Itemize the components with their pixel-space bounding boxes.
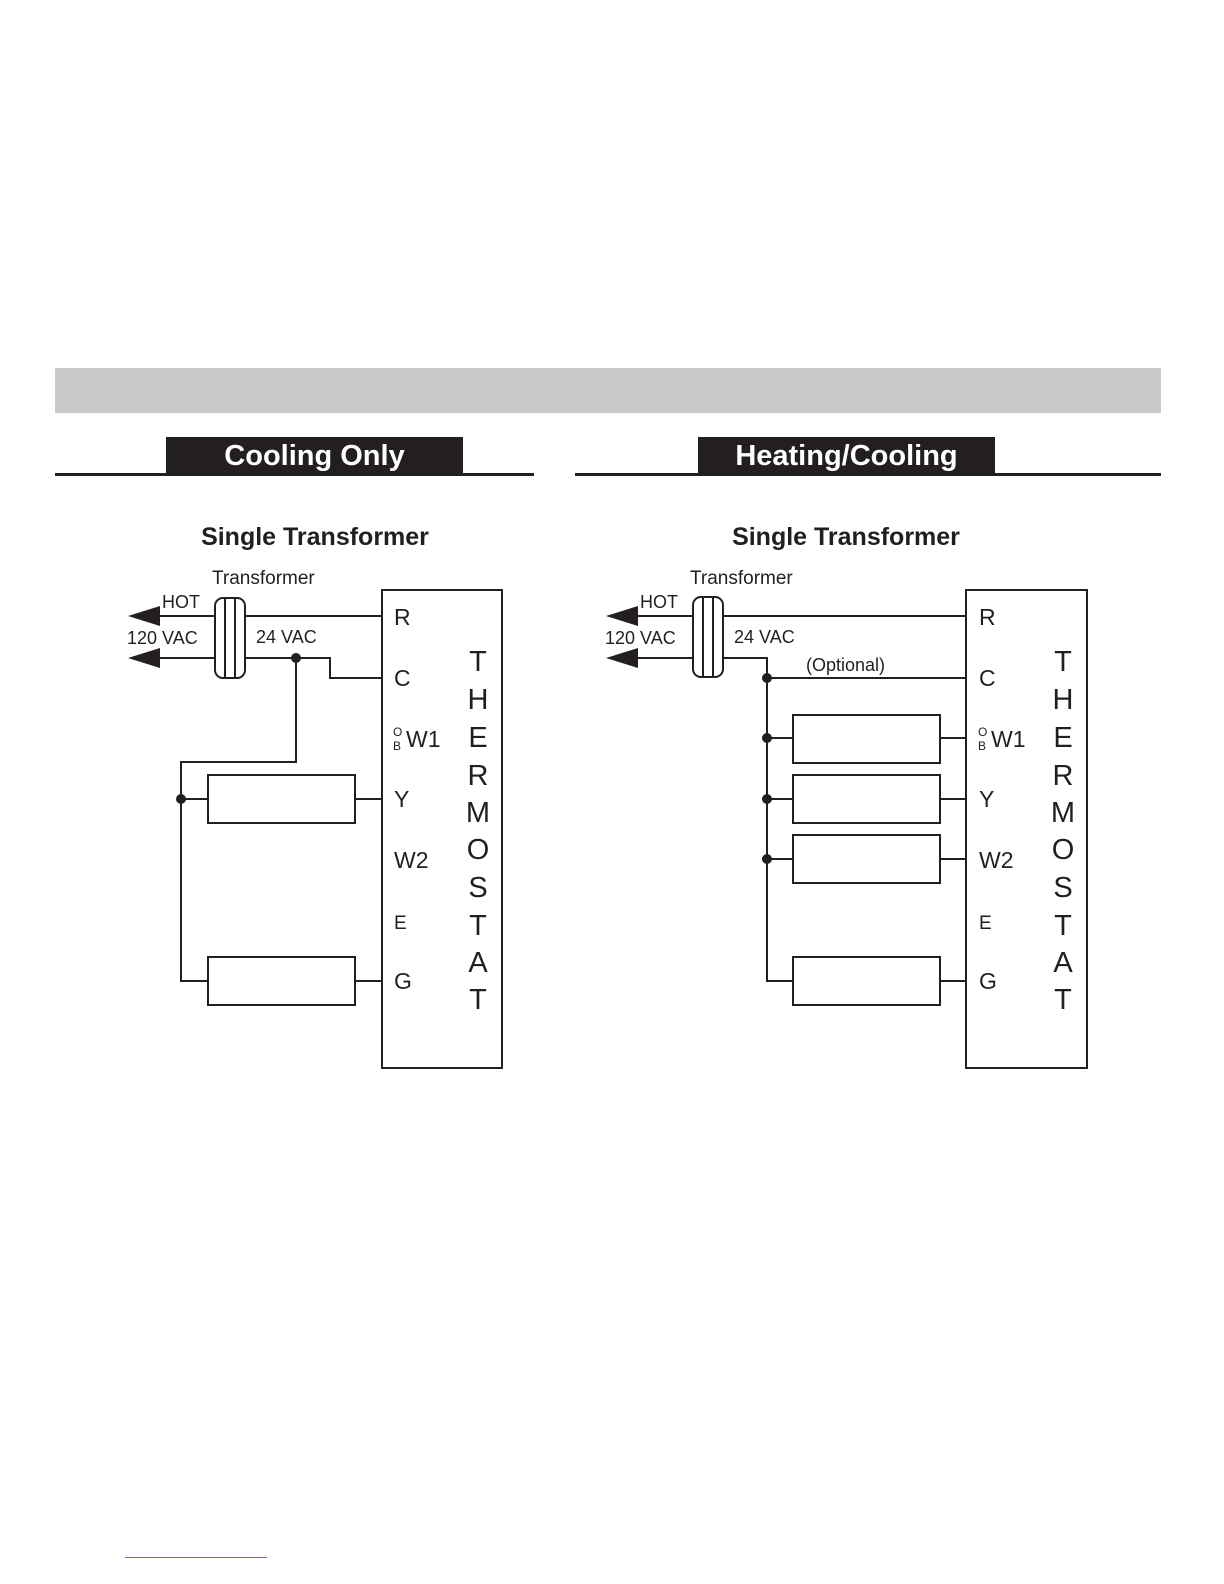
left-terminal-w2: W2: [394, 847, 429, 873]
left-neutral-arrow: [128, 648, 160, 668]
cooling-only-diagram: [127, 523, 502, 1068]
left-thermostat-letter: T: [469, 984, 487, 1016]
left-thermostat-letter: E: [468, 722, 488, 754]
left-terminal-c: C: [394, 665, 411, 691]
left-thermostat-letter: M: [465, 797, 491, 829]
right-c-junction-dot: [762, 673, 772, 683]
right-thermostat-letter: T: [1054, 910, 1072, 942]
left-terminal-w1: W1: [406, 726, 441, 752]
right-120vac-label: 120 VAC: [605, 628, 676, 648]
left-thermostat-letter: T: [469, 910, 487, 942]
right-common-wire: [723, 658, 793, 981]
left-hot-arrow: [128, 606, 160, 626]
footer-link-underline: [125, 1557, 267, 1558]
left-hot-label: HOT: [162, 592, 200, 612]
left-thermostat-letter: H: [467, 684, 489, 716]
right-neutral-arrow: [606, 648, 638, 668]
right-24vac-label: 24 VAC: [734, 627, 795, 647]
right-thermostat-letter: A: [1053, 947, 1073, 979]
right-terminal-c: C: [979, 665, 996, 691]
right-terminal-g: G: [979, 968, 997, 994]
heating-cooling-header: Heating/Cooling: [698, 437, 995, 475]
right-hot-arrow: [606, 606, 638, 626]
left-24vac-label: 24 VAC: [256, 627, 317, 647]
left-terminal-g: G: [394, 968, 412, 994]
left-subtitle: Single Transformer: [201, 523, 429, 551]
left-terminal-e: E: [394, 913, 407, 934]
right-cooling-load-box: [793, 775, 940, 823]
left-transformer-label: Transformer: [212, 568, 315, 589]
right-terminal-e: E: [979, 913, 992, 934]
right-aux-heat-load-box: [793, 835, 940, 883]
left-y-junction-dot: [176, 794, 186, 804]
heating-cooling-diagram: [605, 523, 1087, 1068]
right-y-junction-dot: [762, 794, 772, 804]
right-optional-label: (Optional): [806, 655, 886, 675]
right-thermostat-letter: M: [1050, 797, 1076, 829]
right-terminal-r: R: [979, 604, 996, 630]
left-thermostat-letter: T: [469, 646, 487, 678]
left-terminal-o: O: [393, 725, 403, 739]
right-hot-label: HOT: [640, 592, 678, 612]
right-thermostat-letter: S: [1053, 872, 1073, 904]
left-thermostat-letter: O: [466, 834, 490, 866]
left-terminal-b: B: [393, 739, 402, 753]
right-thermostat-letter: O: [1051, 834, 1075, 866]
right-thermostat-letter: E: [1053, 722, 1073, 754]
right-transformer-label: Transformer: [690, 568, 793, 589]
right-fan-load-box: [793, 957, 940, 1005]
right-terminal-o: O: [978, 725, 988, 739]
right-thermostat-letter: T: [1054, 984, 1072, 1016]
right-w2-junction-dot: [762, 854, 772, 864]
cooling-only-header: Cooling Only: [166, 437, 463, 475]
left-120vac-label: 120 VAC: [127, 628, 198, 648]
right-terminal-y: Y: [979, 786, 995, 812]
left-transformer-icon: [215, 598, 245, 678]
left-terminal-y: Y: [394, 786, 410, 812]
left-thermostat-letter: S: [468, 872, 488, 904]
right-thermostat-letter: H: [1052, 684, 1074, 716]
left-cooling-load-box: [208, 775, 355, 823]
left-c-wire: [245, 658, 382, 678]
right-terminal-w2: W2: [979, 847, 1014, 873]
right-terminal-b: B: [978, 739, 987, 753]
right-subtitle: Single Transformer: [732, 523, 960, 551]
right-heating-load-box: [793, 715, 940, 763]
right-terminal-w1: W1: [991, 726, 1026, 752]
left-thermostat-letter: R: [467, 760, 489, 792]
right-thermostat-letter: T: [1054, 646, 1072, 678]
right-transformer-icon: [693, 597, 723, 677]
right-thermostat-letter: R: [1052, 760, 1074, 792]
left-fan-load-box: [208, 957, 355, 1005]
left-terminal-r: R: [394, 604, 411, 630]
left-thermostat-letter: A: [468, 947, 488, 979]
right-w1-junction-dot: [762, 733, 772, 743]
